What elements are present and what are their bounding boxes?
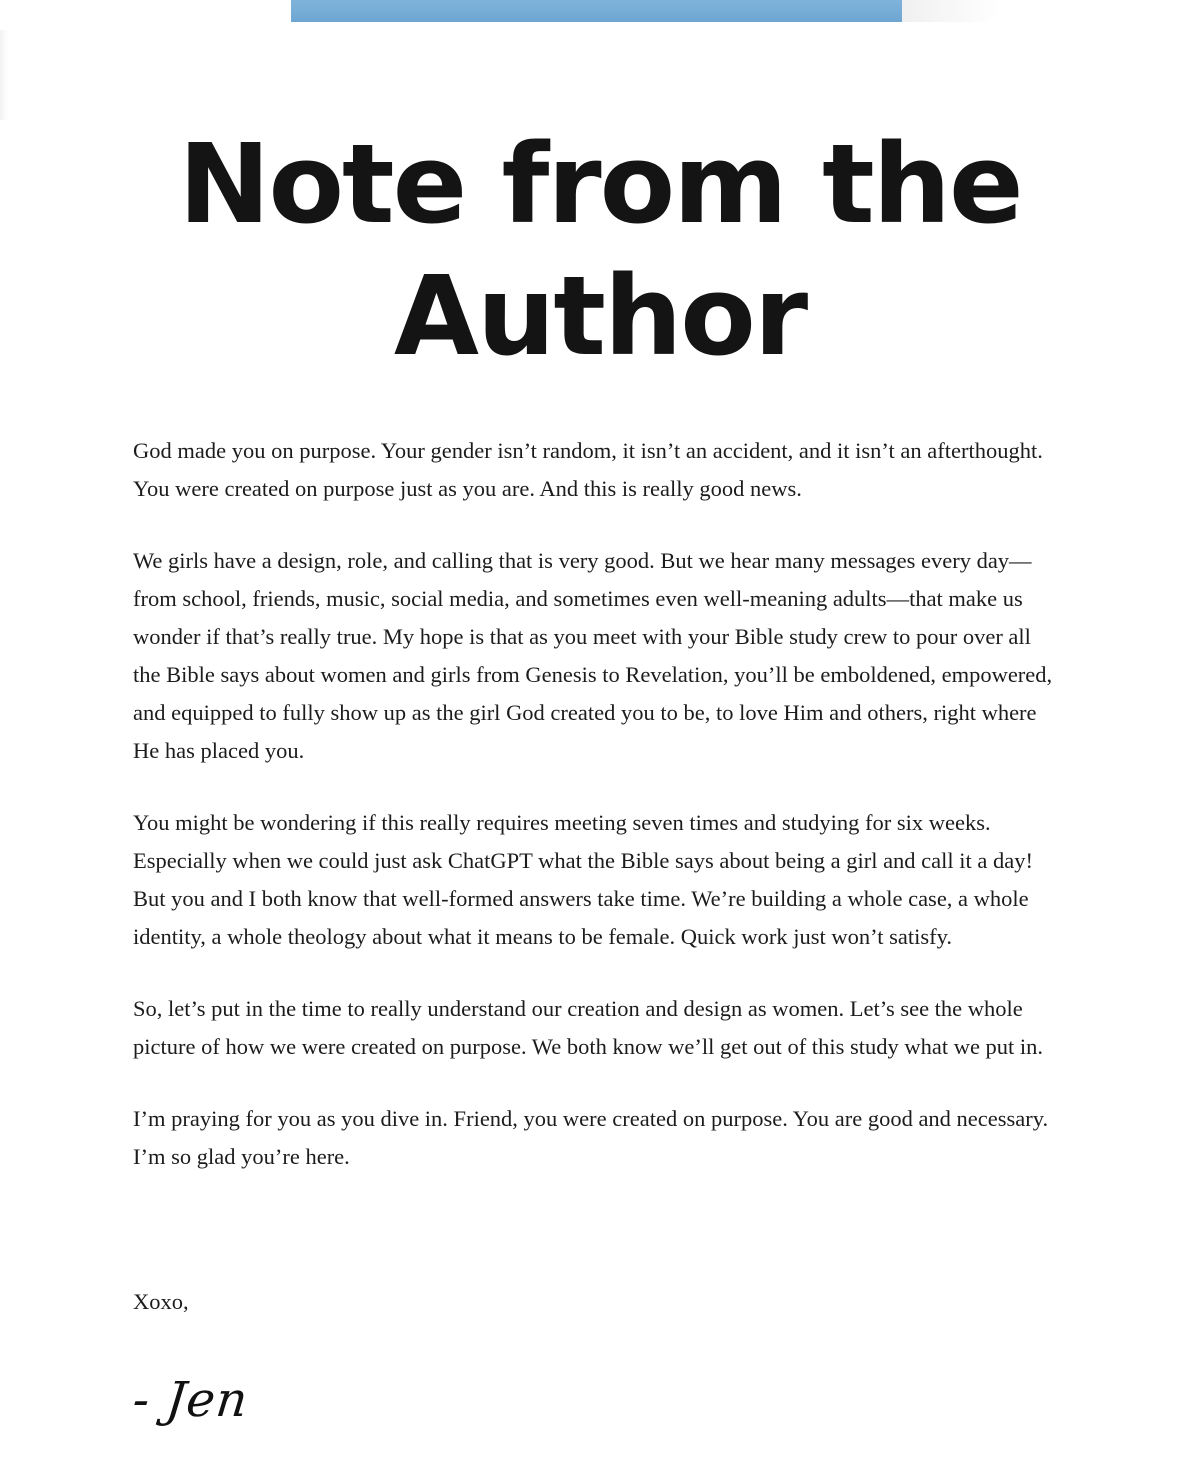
author-signature: - Jen [130, 1372, 251, 1428]
page-title-line-1: Note from the [178, 120, 1022, 248]
letter-body [133, 432, 1063, 1210]
paragraph: I’m praying for you as you dive in. Friend, you were created on purpose. You are good and necessary. I’m so glad you’re here. [133, 1106, 1049, 1169]
page-edge-shadow [0, 30, 8, 120]
paragraph: God made you on purpose. Your gender isn’t random, it isn’t an accident, and it isn’t an afterthought. You were created on purpose just as you are. And this is really good news. [133, 438, 1043, 501]
paragraph: You might be wondering if this really requires meeting seven times and studying for six weeks. Especially when we could just ask ChatGPT what the Bible says about being a girl and call it a day! But you and I both know that well-formed answers take time. We’re building a whole case, a whole identity, a whole theology about what it means to be female. Quick work just won’t satisfy. [133, 810, 1033, 949]
paragraph: So, let’s put in the time to really understand our creation and design as women. Let’s see the whole picture of how we were created on purpose. We both know we’ll get out of this study what we put in. [133, 996, 1044, 1059]
page-title-line-2: Author [393, 252, 807, 380]
top-decorative-band [291, 0, 902, 22]
paragraph: We girls have a design, role, and calling that is very good. But we hear many messages every day—from school, friends, music, social media, and sometimes even well-meaning adults—that make us wonder if that’s really true. My hope is that as you meet with your Bible study crew to pour over all the Bible says about women and girls from Genesis to Revelation, you’ll be emboldened, empowered, and equipped to fully show up as the girl God created you to be, to love Him and others, right where He has placed you. [133, 548, 1053, 763]
page-title [0, 118, 1200, 382]
closing-salutation: Xoxo, [133, 1289, 189, 1314]
top-band-shadow [902, 0, 1002, 22]
